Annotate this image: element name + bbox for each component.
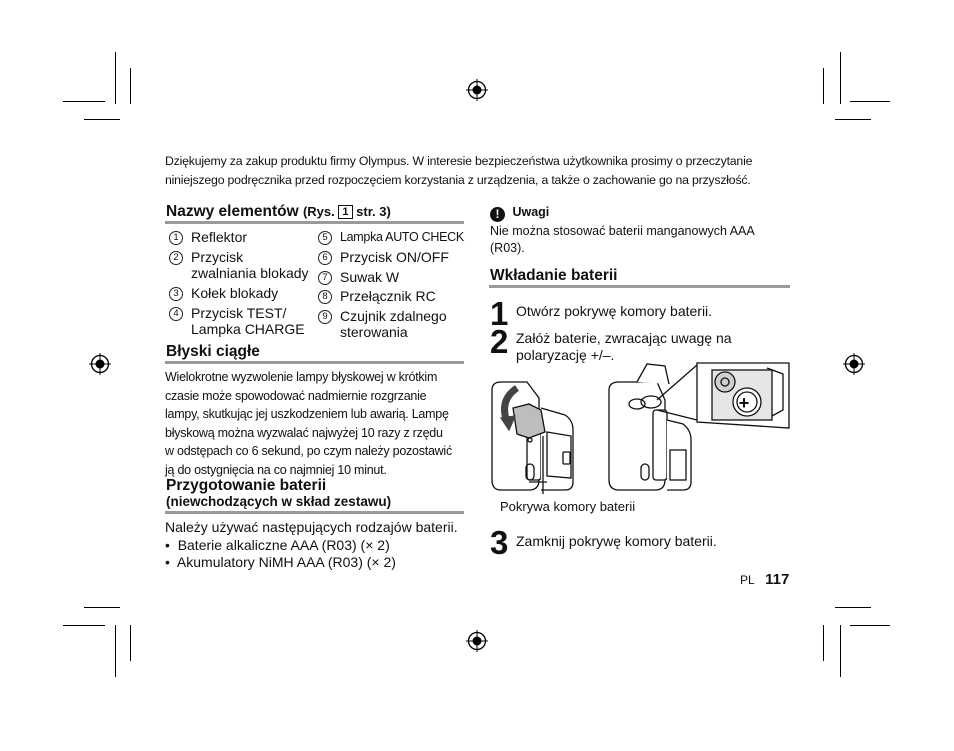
flash-text xyxy=(165,368,452,480)
battery-illustration xyxy=(487,360,792,520)
crop-mark xyxy=(84,119,120,120)
list-item: • Akumulatory NiMH AAA (R03) (× 2) xyxy=(165,554,396,570)
crop-mark xyxy=(850,101,890,102)
list-item xyxy=(318,269,400,285)
item-number: 3 xyxy=(169,287,183,301)
crop-mark xyxy=(63,625,105,626)
item-label: Czujnik zdalnego xyxy=(340,308,447,324)
prep-subtitle: (niewchodzących w skład zestawu) xyxy=(166,494,392,509)
list-item xyxy=(169,229,248,245)
item-label: Przełącznik RC xyxy=(340,288,436,304)
item-number: 4 xyxy=(169,307,183,321)
item-label: Reflektor xyxy=(191,229,248,245)
text-line: czasie może spowodować nadmiernie rozgrzanie xyxy=(165,388,427,403)
section-rule xyxy=(489,285,790,288)
prep-bullets xyxy=(165,537,396,571)
item-number: 9 xyxy=(318,310,332,324)
registration-mark-icon xyxy=(89,353,111,375)
crop-mark xyxy=(850,625,890,626)
names-ref-post: str. 3) xyxy=(356,204,391,219)
item-number: 8 xyxy=(318,290,332,304)
item-label: Przycisk xyxy=(191,249,244,265)
item-label: Lampka CHARGE xyxy=(191,321,305,337)
intro-text: Dziękujemy za zakup produktu firmy Olympus. W interesie bezpieczeństwa użytkownika prosimy o przeczytanie niniejszego podręcznika przed rozpoczęciem korzystania z urządzenia, a także o zachowanie go na przyszłość. xyxy=(165,154,753,187)
item-label: Przycisk TEST/ xyxy=(191,305,287,321)
prep-text: Należy używać następujących rodzajów baterii. xyxy=(165,519,458,535)
names-ref-pre: (Rys. xyxy=(302,204,335,219)
step-number: 2 xyxy=(490,323,509,360)
item-number: 5 xyxy=(318,231,332,245)
figure-number: 1 xyxy=(338,205,352,219)
item-number: 7 xyxy=(318,271,332,285)
step-text: Załóż baterie, zwracając uwagę na polaryzację +/–. xyxy=(516,330,732,363)
step-text: Otwórz pokrywę komory baterii. xyxy=(516,303,713,319)
page-number: 117 xyxy=(765,571,790,588)
crop-mark xyxy=(840,52,841,104)
list-item xyxy=(318,230,464,245)
list-item: • Baterie alkaliczne AAA (R03) (× 2) xyxy=(165,537,390,553)
section-rule xyxy=(165,511,464,514)
item-number: 1 xyxy=(169,231,183,245)
language-code: PL xyxy=(740,573,755,587)
list-item xyxy=(318,288,436,304)
crop-mark xyxy=(84,607,120,608)
prep-heading: Przygotowanie baterii xyxy=(166,477,327,494)
list-item xyxy=(169,249,309,281)
registration-mark-icon xyxy=(466,79,488,101)
plus-sign-icon: + xyxy=(738,393,750,413)
text-line: w odstępach co 6 sekund, po czym należy pozostawić xyxy=(165,444,452,459)
item-label: Suwak W xyxy=(340,269,400,285)
warning-icon: ! xyxy=(490,207,505,222)
crop-mark xyxy=(63,101,105,102)
flash-heading: Błyski ciągłe xyxy=(166,343,260,360)
step-number: 3 xyxy=(490,524,509,561)
item-number: 6 xyxy=(318,251,332,265)
crop-mark xyxy=(130,625,131,661)
notes-text: Nie można stosować baterii manganowych AAA (R03). xyxy=(490,224,755,255)
notes-title: Uwagi xyxy=(512,205,550,219)
step-number: 1 xyxy=(490,295,509,332)
list-item xyxy=(169,285,279,301)
list-item xyxy=(169,305,305,337)
text-line: Wielokrotne wyzwolenie lampy błyskowej w krótkim xyxy=(165,370,438,384)
item-label: Kołek blokady xyxy=(191,285,279,301)
list-item xyxy=(318,249,449,265)
crop-mark xyxy=(840,625,841,677)
crop-mark xyxy=(823,68,824,104)
item-label: Lampka AUTO CHECK xyxy=(340,230,464,244)
registration-mark-icon xyxy=(843,353,865,375)
names-heading xyxy=(166,203,391,221)
text-line: lampy, skutkując jej uszkodzeniem lub awarią. Lampę xyxy=(165,407,449,422)
item-label: zwalniania blokady xyxy=(191,265,309,281)
figure-caption: Pokrywa komory baterii xyxy=(500,499,636,514)
crop-mark xyxy=(835,607,871,608)
item-number: 2 xyxy=(169,251,183,265)
item-label: Przycisk ON/OFF xyxy=(340,249,449,265)
names-title: Nazwy elementów xyxy=(166,203,299,220)
item-label: sterowania xyxy=(340,324,408,340)
section-rule xyxy=(165,361,464,364)
page-footer xyxy=(740,571,789,589)
crop-mark xyxy=(115,52,116,104)
text-line: ją do ostygnięcia na co najmniej 10 minut. xyxy=(165,462,387,477)
insert-heading: Wkładanie baterii xyxy=(490,267,618,284)
registration-mark-icon xyxy=(466,630,488,652)
crop-mark xyxy=(130,68,131,104)
crop-mark xyxy=(115,625,116,677)
section-rule xyxy=(165,221,464,224)
notes-heading xyxy=(490,203,549,222)
step-text: Zamknij pokrywę komory baterii. xyxy=(516,533,717,549)
crop-mark xyxy=(835,119,871,120)
list-item xyxy=(318,308,447,340)
text-line: błyskową można wyzwalać najwyżej 10 razy z rzędu xyxy=(165,425,443,440)
crop-mark xyxy=(823,625,824,661)
